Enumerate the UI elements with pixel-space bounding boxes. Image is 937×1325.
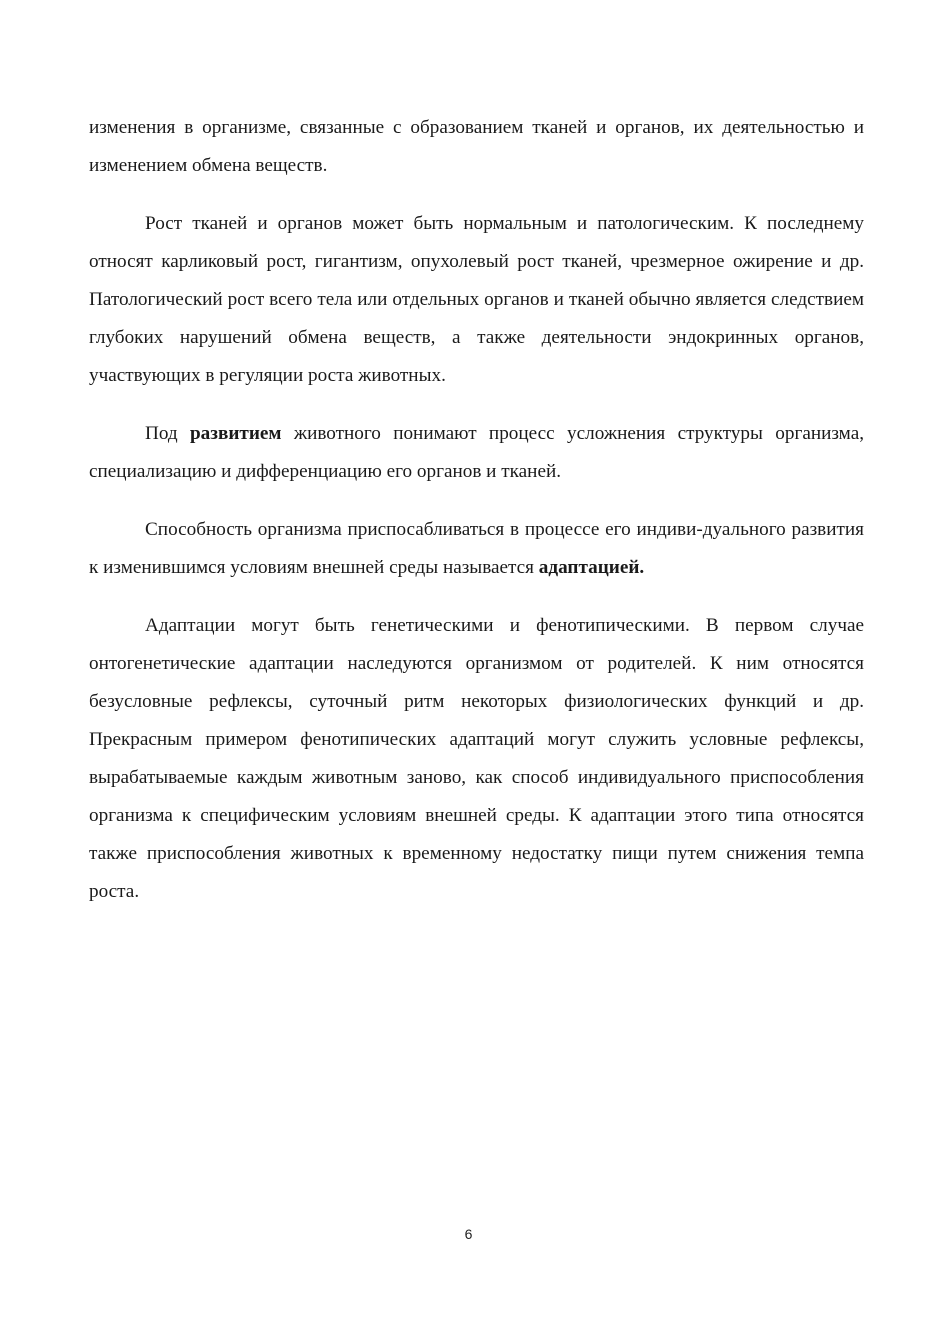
paragraph-4 bbox=[89, 511, 864, 587]
document-page bbox=[89, 109, 864, 931]
paragraph-5-text: Адаптации могут быть генетическими и фенотипическими. В первом случае онтогенетические адаптации наследуются организмом от родителей. К ним относятся безусловные рефлексы, суточный ритм некоторых физиологических функций и др. Прекрасным примером фенотипических адаптаций могут служить условные рефлексы, вырабатываемые каждым животным заново, как способ индивидуального приспособления организма к специфическим условиям внешней среды. К адаптации этого типа относятся также приспособления животных к временному недостатку пищи путем снижения темпа роста. bbox=[89, 615, 864, 902]
paragraph-1-text: изменения в организме, связанные с образованием тканей и органов, их деятельностью и изменением обмена веществ. bbox=[89, 117, 864, 176]
paragraph-2 bbox=[89, 205, 864, 395]
paragraph-1 bbox=[89, 109, 864, 185]
paragraph-4-text: Способность организма приспосабливаться в процессе его индиви-дуального развития к изменившимся условиям внешней среды называется bbox=[89, 519, 864, 578]
paragraph-2-text: Рост тканей и органов может быть нормальным и патологическим. К последнему относят карликовый рост, гигантизм, опухолевый рост тканей, чрезмерное ожирение и др. Патологический рост всего тела или отдельных органов и тканей обычно является следствием глубоких нарушений обмена веществ, а также деятельности эндокринных органов, участвующих в регуляции роста животных. bbox=[89, 213, 864, 386]
paragraph-3 bbox=[89, 415, 864, 491]
paragraph-5 bbox=[89, 607, 864, 911]
term-adaptation: адаптацией. bbox=[538, 557, 645, 578]
paragraph-3-text-a: Под bbox=[145, 423, 191, 444]
term-development: развитием bbox=[190, 423, 282, 444]
page-number: 6 bbox=[464, 1226, 473, 1242]
paragraph-3-text-b: животного понимают процесс усложнения структуры организма, специализацию и дифференциацию его органов и тканей. bbox=[89, 423, 865, 482]
